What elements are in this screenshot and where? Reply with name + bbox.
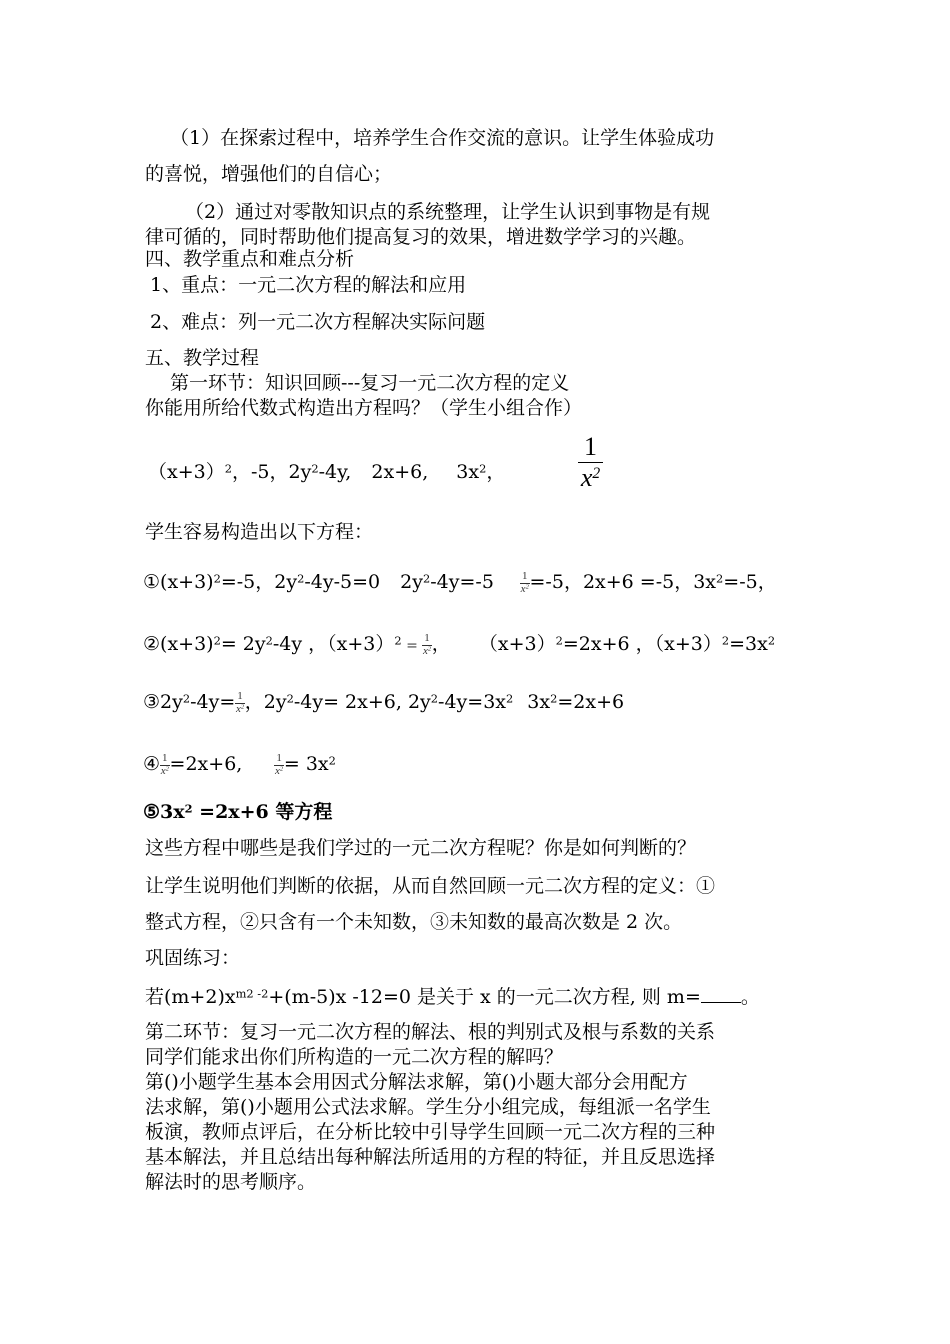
text-line: 同学们能求出你们所构造的一元二次方程的解吗？ xyxy=(145,1046,564,1068)
explain-line: 整式方程，②只含有一个未知数，③未知数的最高次数是 2 次。 xyxy=(145,911,683,933)
given-expressions: $(x+3)^2$，-5，$2y^2-4y$, 2x+6, $3x^2$， xyxy=(148,461,506,483)
construct-intro: 学生容易构造出以下方程： xyxy=(145,521,374,543)
fraction-inline: $\frac{1}{x^2}$ xyxy=(275,751,284,777)
equation-set-3: $③2y^2-4y=$ $\frac{1}{x^2}$ ，$2y^2-4y= 2x+6$, $2y^2-4y=3x^2$ $3x^2=2x+6$ xyxy=(143,689,625,715)
practice-title: 巩固练习： xyxy=(145,947,241,969)
text-line: 板演，教师点评后，在分析比较中引导学生回顾一元二次方程的三种 xyxy=(145,1121,716,1143)
text-line: 解法时的思考顺序。 xyxy=(145,1171,317,1193)
equation-set-5: $⑤3x^2 =2x+6$ 等方程 xyxy=(143,801,333,823)
key-point: 1、重点：一元二次方程的解法和应用 xyxy=(150,274,467,296)
section-heading: 四、教学重点和难点分析 xyxy=(145,248,355,270)
text-line: 第二环节：复习一元二次方程的解法、根的判别式及根与系数的关系 xyxy=(145,1021,716,1043)
practice-question: 若$(m+2)x^{m2 -2}+(m-5)x$ -12=0 是关于 x 的一元二次方程, 则 m= 。 xyxy=(145,986,760,1008)
equation-set-1: $①(x+3)^2=-5$，$2y^2-4y-5=0$ $2y^2-4y=-5$ $\frac{1}{x^2}$ =-5，2x+6 =-5，$3x^2=-5$， xyxy=(143,569,777,595)
text-line: 第()小题学生基本会用因式分解法求解，第()小题大部分会用配方 xyxy=(145,1071,688,1093)
explain-line: 让学生说明他们判断的依据，从而自然回顾一元二次方程的定义：① xyxy=(145,875,716,897)
question-text: 你能用所给代数式构造出方程吗？（学生小组合作） xyxy=(145,397,583,419)
equation-set-4: ④ $\frac{1}{x^2}$ =2x+6, $\frac{1}{x^2}$ = $3x^2$ xyxy=(143,751,336,777)
stage-title: 第一环节：知识回顾---复习一元二次方程的定义 xyxy=(170,372,570,394)
fraction-inline: $\frac{1}{x^2}$ xyxy=(235,689,245,715)
fraction-inline: $\frac{1}{x^2}$ xyxy=(160,751,169,777)
section-heading: 五、教学过程 xyxy=(145,347,260,369)
text-line: 基本解法，并且总结出每种解法所适用的方程的特征，并且反思选择 xyxy=(145,1146,716,1168)
text-line: （1）在探索过程中，培养学生合作交流的意识。让学生体验成功 xyxy=(170,127,715,149)
question-which: 这些方程中哪些是我们学过的一元二次方程呢？你是如何判断的？ xyxy=(145,837,697,859)
fraction-inline: $\frac{1}{x^2}$ xyxy=(422,631,432,657)
text-line: 律可循的，同时帮助他们提高复习的效果，增进数学学习的兴趣。 xyxy=(145,226,697,248)
answer-blank[interactable] xyxy=(701,984,741,1003)
difficult-point: 2、难点：列一元二次方程解决实际问题 xyxy=(150,311,486,333)
fraction-one-over-x-squared: $\frac{1}{x^2}$ xyxy=(578,432,603,493)
equation-set-2: $②(x+3)^2= 2y^2-4y$ ，$(x+3)^2$ = $\frac{1}{x^2}$ ， $(x+3)^2=2x+6$ ，$(x+3)^2=3x^2$ xyxy=(143,631,776,657)
text-line: （2）通过对零散知识点的系统整理，让学生认识到事物是有规 xyxy=(185,201,711,223)
text-line: 的喜悦，增强他们的自信心； xyxy=(145,163,393,185)
text-line: 法求解，第()小题用公式法求解。学生分小组完成，每组派一名学生 xyxy=(145,1096,711,1118)
fraction-inline: $\frac{1}{x^2}$ xyxy=(520,569,529,595)
